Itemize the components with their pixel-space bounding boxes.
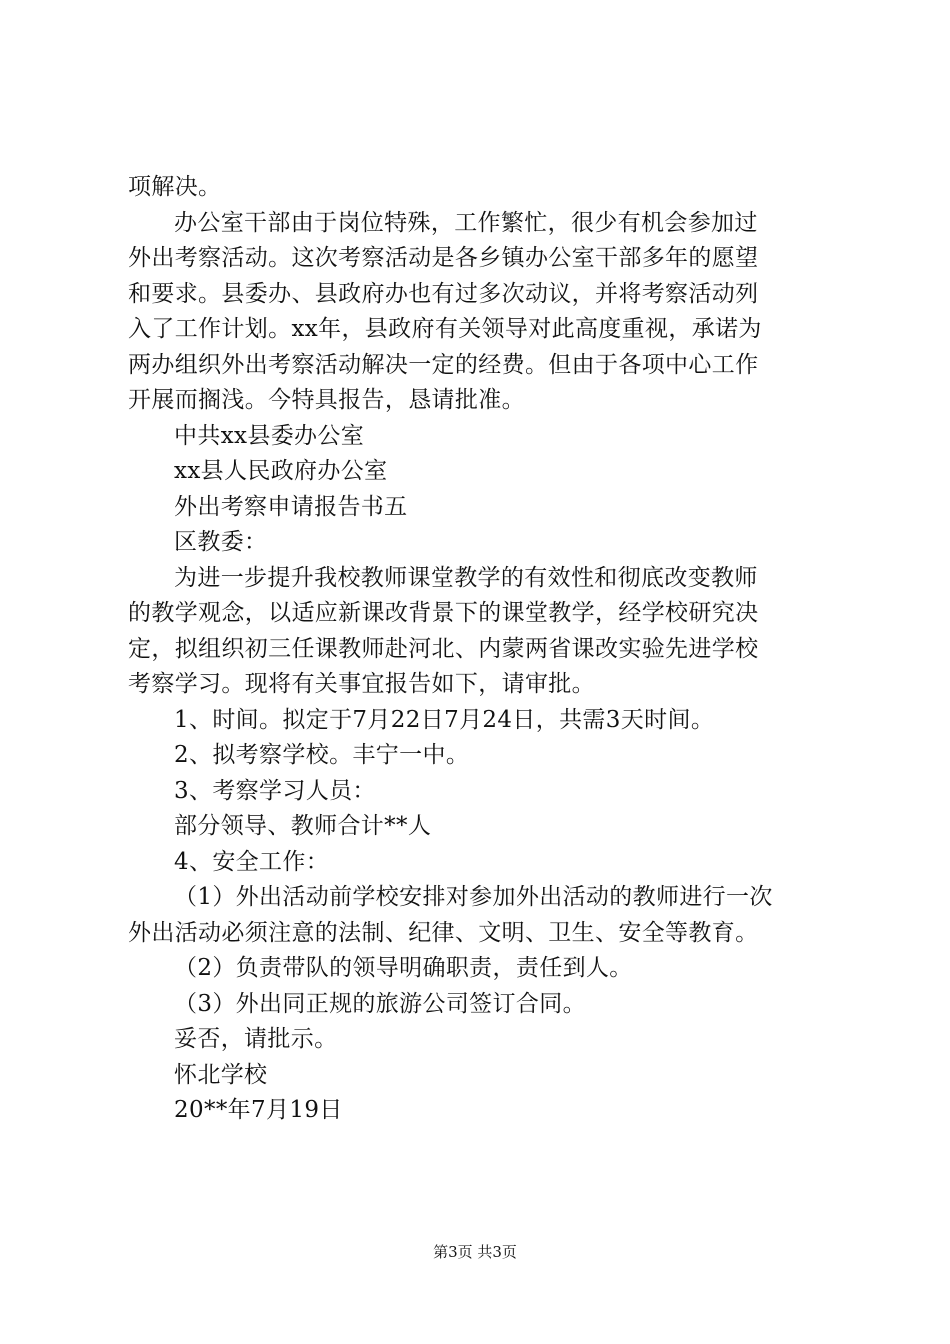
list-item: （3）外出同正规的旅游公司签订合同。 [174, 990, 586, 1017]
signature-school: 怀北学校 [174, 1061, 268, 1088]
list-item: 4、安全工作： [174, 848, 330, 875]
text-line: 为进一步提升我校教师课堂教学的有效性和彻底改变教师 [174, 564, 758, 591]
text-line: 项解决。 [128, 174, 222, 200]
list-item: （1）外出活动前学校安排对参加外出活动的教师进行一次 [174, 884, 773, 910]
text-line: 外出考察活动。这次考察活动是各乡镇办公室干部多年的愿望 [128, 245, 759, 271]
list-item: 3、考察学习人员： [174, 777, 376, 804]
signature-county-office: 中共xx县委办公室 [174, 422, 365, 449]
closing-line: 妥否，请批示。 [174, 1026, 338, 1052]
signature-date: 20**年7月19日 [174, 1097, 343, 1123]
signature-government-office: xx县人民政府办公室 [174, 458, 388, 484]
section-heading: 外出考察申请报告书五 [174, 493, 408, 520]
list-item: （2）负责带队的领导明确职责，责任到人。 [174, 955, 633, 981]
text-line: 两办组织外出考察活动解决一定的经费。但由于各项中心工作 [128, 351, 759, 378]
text-line: 定，拟组织初三任课教师赴河北、内蒙两省课改实验先进学校 [128, 635, 759, 662]
document-body [128, 170, 828, 1129]
list-item: 1、时间。拟定于7月22日7月24日，共需3天时间。 [174, 706, 715, 733]
page-number-footer: 第3页 共3页 [433, 1243, 517, 1261]
text-line: 部分领导、教师合计**人 [174, 813, 432, 839]
text-line: 外出活动必须注意的法制、纪律、文明、卫生、安全等教育。 [128, 919, 759, 946]
text-line: 入了工作计划。xx年，县政府有关领导对此高度重视，承诺为 [128, 316, 762, 342]
text-line: 开展而搁浅。今特具报告，恳请批准。 [128, 387, 525, 413]
text-line: 办公室干部由于岗位特殊，工作繁忙，很少有机会参加过 [174, 209, 758, 236]
addressee: 区教委： [174, 529, 268, 555]
text-line: 和要求。县委办、县政府办也有过多次动议，并将考察活动列 [128, 280, 759, 307]
text-line: 的教学观念，以适应新课改背景下的课堂教学，经学校研究决 [128, 600, 759, 626]
text-line: 考察学习。现将有关事宜报告如下，请审批。 [128, 671, 595, 697]
list-item: 2、拟考察学校。丰宁一中。 [174, 742, 470, 768]
